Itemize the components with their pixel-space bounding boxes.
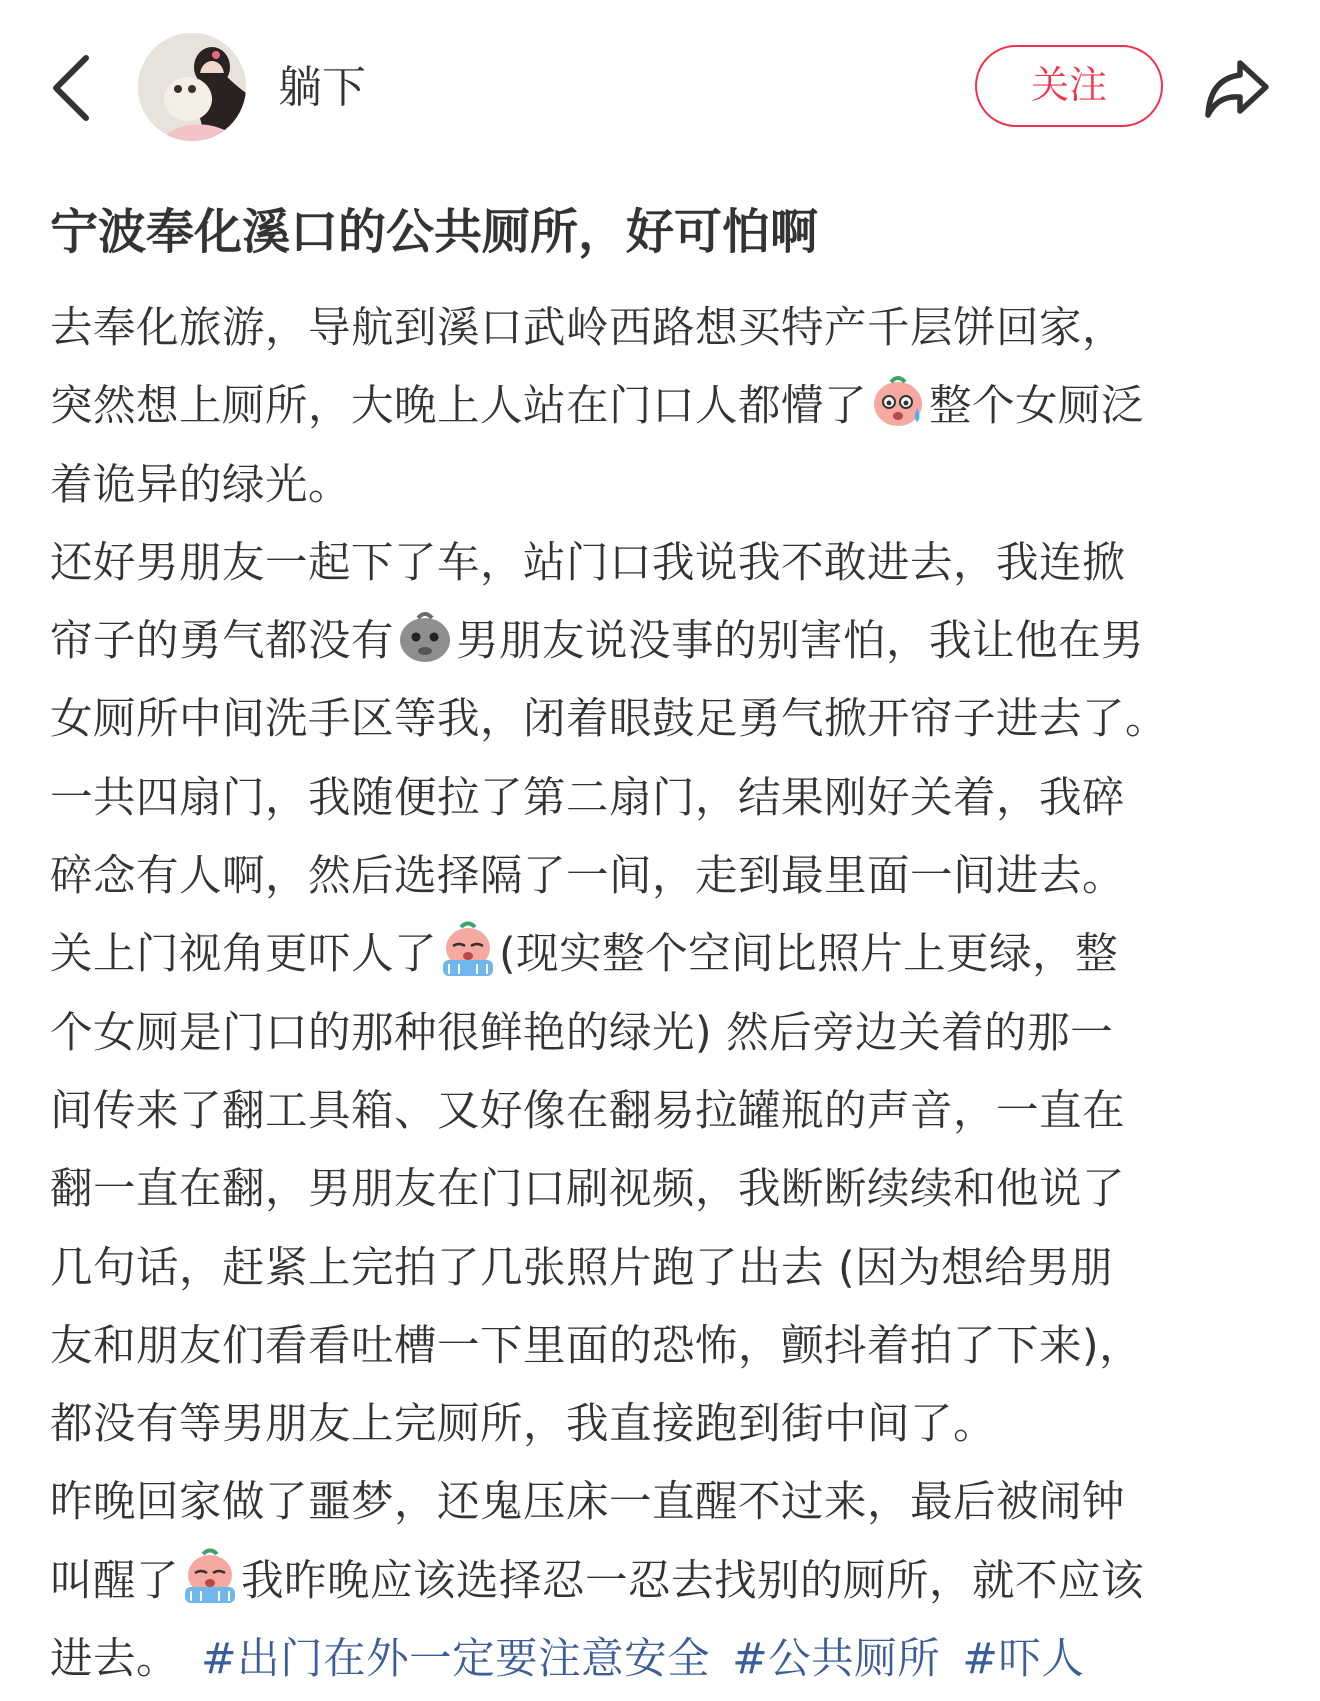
body-text: 一共四扇门，我随便拉了第二扇门，结果刚好关着，我碎 xyxy=(50,773,1126,823)
body-line xyxy=(50,681,1290,759)
body-line xyxy=(50,1543,1290,1621)
body-text: 翻一直在翻，男朋友在门口刷视频，我断断续续和他说了 xyxy=(50,1165,1126,1215)
hashtag-link[interactable]: #出门在外一定要注意安全 xyxy=(201,1635,711,1685)
share-icon[interactable] xyxy=(1200,55,1272,123)
body-text: 男朋友说没事的别害怕，我让他在男 xyxy=(456,617,1145,667)
body-text: 碎念有人啊，然后选择隔了一间，走到最里面一间进去。 xyxy=(50,852,1126,902)
body-line xyxy=(50,1308,1290,1386)
author-name[interactable]: 躺下 xyxy=(278,62,366,113)
body-text: 突然想上厕所，大晚上人站在门口人都懵了 xyxy=(50,382,868,432)
body-text: 关上门视角更吓人了 xyxy=(50,930,438,980)
body-text: 昨晚回家做了噩梦，还鬼压床一直醒不过来，最后被闹钟 xyxy=(50,1478,1126,1528)
body-line xyxy=(50,603,1290,681)
scared-face-emoji xyxy=(869,372,927,430)
back-arrow-icon[interactable] xyxy=(40,48,110,128)
body-text: 帘子的勇气都没有 xyxy=(50,617,395,667)
body-text: 去奉化旅游，导航到溪口武岭西路想买特产千层饼回家， xyxy=(50,304,1126,353)
body-line xyxy=(50,1386,1290,1464)
body-text: 整个女厕泛 xyxy=(929,382,1145,432)
body-text: 还好男朋友一起下了车，站门口我说我不敢进去，我连掀 xyxy=(50,538,1126,588)
body-line xyxy=(50,1230,1290,1308)
post-header xyxy=(0,0,1320,170)
body-text: 叫醒了 xyxy=(50,1556,180,1606)
body-text: 女厕所中间洗手区等我，闭着眼鼓足勇气掀开帘子进去了。 xyxy=(50,695,1169,745)
crying-face-emoji xyxy=(439,920,497,978)
avatar-image xyxy=(138,33,246,141)
hashtag-link[interactable]: #公共厕所 xyxy=(732,1635,941,1685)
post-body xyxy=(50,290,1290,1699)
crying-face-emoji xyxy=(181,1547,239,1605)
body-line xyxy=(50,838,1290,916)
body-line xyxy=(50,290,1290,368)
body-text: 进去。 xyxy=(50,1635,180,1685)
body-text: 友和朋友们看看吐槽一下里面的恐怖，颤抖着拍了下来)， xyxy=(50,1321,1143,1371)
post-title: 宁波奉化溪口的公共厕所，好可怕啊 xyxy=(50,204,819,260)
avatar[interactable] xyxy=(138,33,246,141)
gray-face-emoji xyxy=(396,607,454,665)
body-text: 间传来了翻工具箱、又好像在翻易拉罐瓶的声音，一直在 xyxy=(50,1086,1126,1136)
hashtag-link[interactable]: #吓人 xyxy=(962,1635,1085,1685)
body-text: (现实整个空间比照片上更绿，整 xyxy=(499,930,1119,980)
body-line xyxy=(50,916,1290,994)
body-line xyxy=(50,525,1290,603)
body-line xyxy=(50,447,1290,525)
body-line xyxy=(50,1621,1290,1699)
body-line xyxy=(50,1464,1290,1542)
body-text: 几句话，赶紧上完拍了几张照片跑了出去 (因为想给男朋 xyxy=(50,1243,1114,1293)
body-line xyxy=(50,1151,1290,1229)
body-text: 都没有等男朋友上完厕所，我直接跑到街中间了。 xyxy=(50,1400,997,1450)
body-text: 我昨晚应该选择忍一忍去找别的厕所，就不应该 xyxy=(241,1556,1145,1606)
body-line xyxy=(50,760,1290,838)
body-text: 个女厕是门口的那种很鲜艳的绿光) 然后旁边关着的那一 xyxy=(50,1008,1114,1058)
body-line xyxy=(50,995,1290,1073)
body-line xyxy=(50,1073,1290,1151)
body-text: 着诡异的绿光。 xyxy=(50,460,352,510)
body-line xyxy=(50,368,1290,446)
follow-button[interactable]: 关注 xyxy=(975,45,1163,127)
